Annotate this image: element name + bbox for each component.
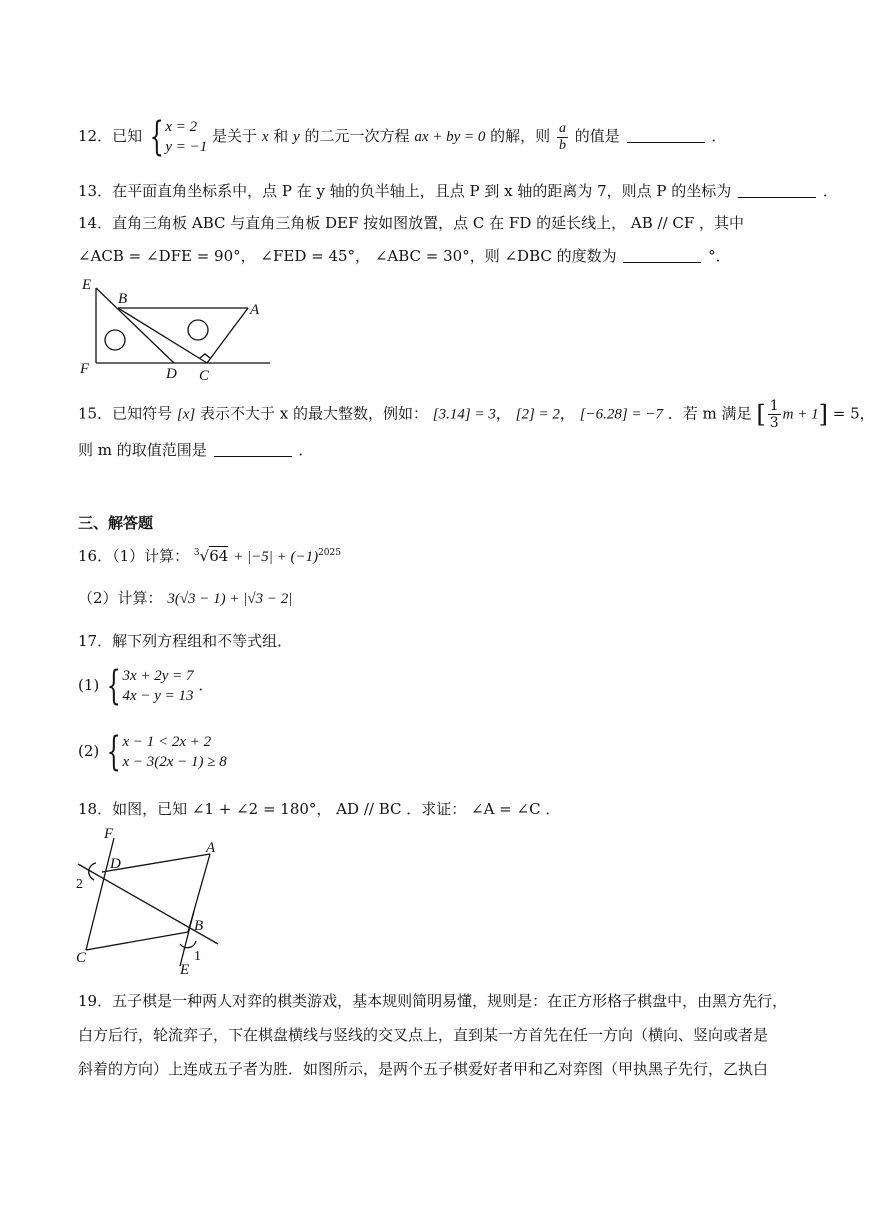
q12-end: ．	[711, 127, 727, 145]
q15-bracket-x: [x]	[176, 406, 196, 423]
question-16-part2	[78, 587, 292, 610]
label-B: B	[118, 291, 128, 307]
brace-icon: {	[106, 729, 121, 775]
q14-line1: 14．直角三角板 ABC 与直角三角板 DEF 按如图放置，点 C 在 FD 的延长线上， AB // CF ，其中	[78, 214, 745, 232]
q15-text-b: 表示不大于 x 的最大整数，例如：	[200, 404, 428, 423]
label-A: A	[206, 840, 216, 856]
q19-line2: 白方后行，轮流弈子，下在棋盘横线与竖线的交叉点上，直到某一方首先在任一方向（横向、竖向或者是	[78, 1026, 769, 1044]
q15-example1: [3.14] = 3	[432, 406, 496, 423]
question-18	[78, 798, 560, 820]
section-title: 三、解答题	[78, 514, 154, 532]
q13-end: ．	[822, 182, 838, 200]
q17-p2-eq2: x − 3(2x − 1) ≥ 8	[122, 754, 227, 770]
answer-blank[interactable]	[623, 248, 701, 263]
angle-1-arc	[180, 941, 196, 948]
q17-p2-eq1: x − 1 < 2x + 2	[122, 734, 212, 750]
q15-end: ．	[298, 441, 314, 459]
q16-radicand: 64	[209, 547, 229, 565]
q17-p1-end: ．	[198, 676, 214, 694]
q15-frac-num: 1	[769, 398, 779, 414]
q12-text1: 是关于	[212, 127, 258, 145]
q18-text: 18．如图，已知 ∠1 + ∠2 = 180°， AD // BC ．求证： ∠A = ∠C ．	[78, 800, 561, 818]
q16-exponent: 2025	[318, 548, 341, 558]
left-bracket-icon: [	[756, 400, 766, 429]
q12-sys-eq2: y = −1	[165, 139, 208, 155]
q14-line2: ∠ACB = ∠DFE = 90°， ∠FED = 45°， ∠ABC = 30°，则 ∠DBC 的度数为	[78, 247, 617, 265]
question-15-line2	[78, 439, 313, 461]
right-bracket-icon: ]	[818, 400, 828, 429]
line-CB	[86, 932, 188, 950]
label-D: D	[110, 856, 121, 872]
q16-root-index: 3	[193, 548, 200, 558]
question-17-title	[78, 630, 292, 652]
q12-text4: 的解，则	[490, 127, 551, 145]
q15-cond-rest: m + 1	[782, 406, 819, 423]
question-17-part2	[78, 729, 227, 775]
label-angle-2: 2	[76, 877, 83, 892]
q15-text-a: 15．已知符号	[78, 404, 173, 423]
answer-blank[interactable]	[738, 183, 816, 198]
q18-figure	[72, 826, 242, 976]
line-ED	[96, 288, 174, 363]
q12-var-x: x	[261, 129, 269, 145]
q16-part2-expr: 3(√3 − 1) + |√3 − 2|	[167, 591, 293, 607]
label-F: F	[80, 361, 90, 377]
brace-icon: {	[106, 663, 121, 709]
question-14-line2	[78, 245, 731, 267]
label-E: E	[82, 277, 92, 293]
line-FC	[86, 838, 114, 950]
answer-blank[interactable]	[627, 128, 705, 143]
q15-example2: [2] = 2	[515, 406, 560, 423]
q12-text5: 的值是	[574, 127, 620, 145]
question-12	[78, 114, 727, 160]
question-13	[78, 180, 838, 202]
q16-part1-label: 16．（1）计算：	[78, 547, 190, 565]
q19-line1: 19．五子棋是一种两人对弈的棋类游戏，基本规则简明易懂，规则是：在正方形格子棋盘中，由黑方先行，	[78, 992, 788, 1010]
q12-text2: 和	[273, 127, 289, 145]
q17-p1-eq2: 4x − y = 13	[122, 688, 194, 704]
answer-blank[interactable]	[214, 442, 292, 457]
question-17-part1	[78, 663, 214, 709]
q13-text: 13．在平面直角坐标系中，点 P 在 y 轴的负半轴上，且点 P 到 x 轴的距离为 7，则点 P 的坐标为	[78, 182, 732, 200]
q17-p2-label: (2)	[78, 742, 100, 760]
label-angle-1: 1	[194, 949, 201, 964]
question-16-part1	[78, 542, 341, 568]
line-BC	[118, 308, 207, 363]
q16-part2-label: （2）计算：	[78, 589, 163, 607]
q12-fraction	[557, 121, 568, 154]
question-15-line1: 15．已知符号 [x] 表示不大于 x 的最大整数，例如： [3.14] = 3， [2] = 2， [−6.28] = −7 ．若 m 满足 [ $\frac{1}{3}$ m + 1] = 5，	[78, 398, 875, 431]
q12-equation-system	[147, 114, 208, 160]
q17-p2-system	[104, 729, 227, 775]
q15-text-c: ．若 m 满足	[667, 404, 752, 423]
question-19-line2	[78, 1024, 768, 1046]
q12-number: 12．已知	[78, 127, 143, 145]
right-angle-mark	[200, 354, 210, 358]
q14-end: °．	[708, 247, 731, 265]
q17-p1-eq1: 3x + 2y = 7	[122, 668, 194, 684]
q12-text3: 的二元一次方程	[304, 127, 410, 145]
q12-equation: ax + by = 0	[414, 129, 486, 145]
label-E: E	[180, 962, 190, 978]
q17-p1-label: (1)	[78, 676, 100, 694]
question-19-line3	[78, 1058, 768, 1080]
question-14-line1	[78, 212, 744, 234]
q17-p1-system	[104, 663, 194, 709]
q16-part1-rest: + |−5| + (−1)	[233, 549, 319, 565]
q17-title: 17．解下列方程组和不等式组．	[78, 632, 293, 650]
label-C: C	[199, 368, 210, 384]
q15-line2: 则 m 的取值范围是	[78, 441, 207, 459]
q14-figure	[78, 274, 278, 384]
label-F: F	[104, 826, 114, 842]
q15-cond-eq: = 5，	[832, 404, 875, 423]
q15-example3: [−6.28] = −7	[579, 406, 663, 423]
circle-hole-left	[105, 330, 125, 350]
q12-frac-num: a	[558, 120, 566, 136]
line-BE	[180, 911, 194, 966]
q15-frac-den: 3	[769, 415, 779, 431]
q19-line3: 斜着的方向）上连成五子者为胜．如图所示，是两个五子棋爱好者甲和乙对弈图（甲执黑子先行，乙执白	[78, 1060, 769, 1078]
q12-var-y: y	[293, 129, 300, 145]
circle-hole-right	[188, 320, 208, 340]
question-19-line1	[78, 990, 787, 1012]
radical-icon: √	[199, 547, 210, 565]
label-B: B	[194, 918, 204, 934]
line-AC	[207, 308, 248, 363]
label-A: A	[250, 302, 260, 318]
q12-sys-eq1: x = 2	[165, 119, 198, 135]
label-D: D	[166, 366, 177, 382]
label-C: C	[76, 950, 87, 966]
brace-icon: {	[149, 114, 164, 160]
q12-frac-den: b	[558, 137, 566, 153]
q15-fraction	[768, 398, 781, 431]
